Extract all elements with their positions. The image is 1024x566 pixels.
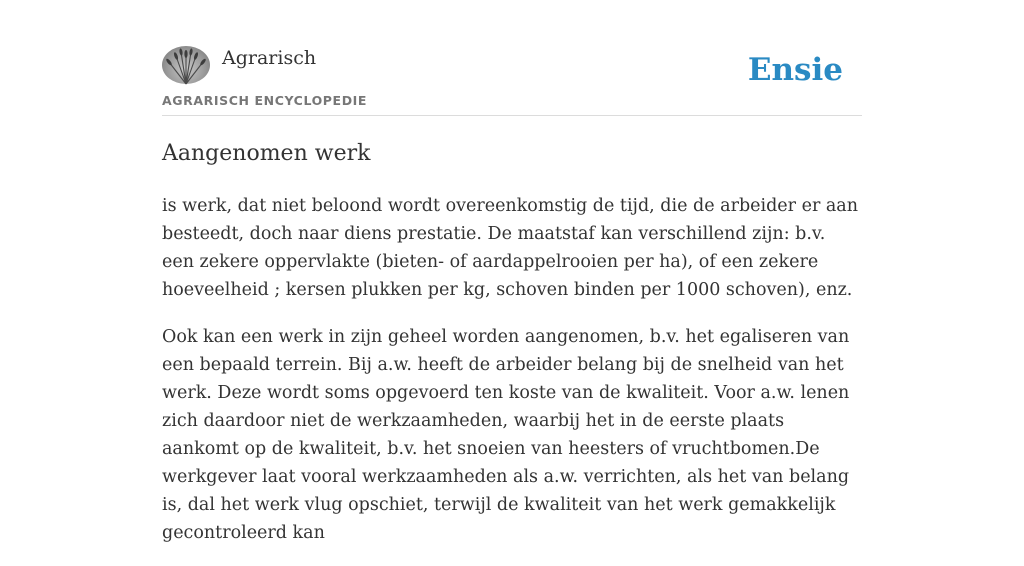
site-subtitle: AGRARISCH ENCYCLOPEDIE xyxy=(162,93,368,108)
site-name-link[interactable]: Agrarisch xyxy=(222,47,317,69)
wheat-logo-icon[interactable] xyxy=(162,46,210,84)
article-paragraph: is werk, dat niet beloond wordt overeenkomstig de tijd, die de arbeider er aan besteedt, doch naar diens prestatie. De maatstaf kan verschillend zijn: b.v. een zekere oppervlakte (bieten- of aardappelrooien per ha), of een zekere hoeveelheid ; kersen plukken per kg, schoven binden per 1000 schoven), enz. xyxy=(162,196,859,300)
article-body xyxy=(162,192,862,566)
article-paragraph: Ook kan een werk in zijn geheel worden aangenomen, b.v. het egaliseren van een bepaald terrein. Bij a.w. heeft de arbeider belang bij de snelheid van het werk. Deze wordt soms opgevoerd ten koste van de kwaliteit. Voor a.w. lenen zich daardoor niet de werkzaamheden, waarbij het in de eerste plaats aankomt op de kwaliteit, b.v. het snoeien van heesters of vruchtbomen.De werkgever laat vooral werkzaamheden als a.w. verrichten, als het van belang is, dal het werk vlug opschiet, terwijl de kwaliteit van het werk gemakkelijk gecontroleerd kan xyxy=(162,327,850,543)
wheat-logo-graphic xyxy=(162,46,210,84)
ensie-brand-link[interactable]: Ensie xyxy=(747,52,843,88)
article-title: Aangenomen werk xyxy=(162,141,371,166)
site-header xyxy=(162,0,862,116)
